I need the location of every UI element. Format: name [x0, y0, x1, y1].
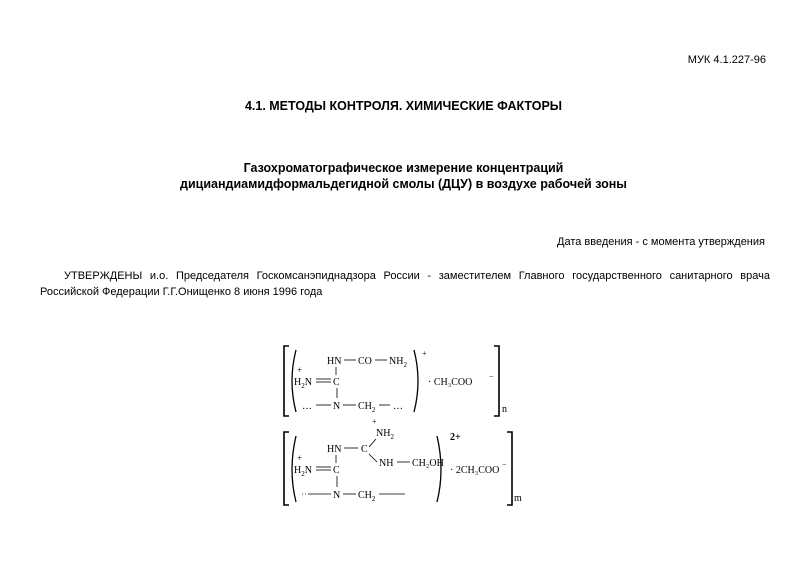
approval-paragraph	[40, 268, 770, 300]
text-ch2	[358, 490, 376, 503]
nh2-plus: +	[372, 417, 377, 426]
text-n: N	[333, 401, 341, 412]
top-index: n	[502, 404, 507, 415]
text-c: C	[333, 465, 340, 476]
inner-paren-right	[437, 436, 441, 502]
nh2-subscript: 2	[390, 433, 394, 441]
formula-top-block	[284, 346, 507, 416]
outer-bracket-right	[507, 432, 512, 505]
ch2-subscript: 2	[371, 406, 376, 414]
text-nh: NH	[379, 458, 394, 469]
text-c-mid: C	[361, 444, 368, 455]
nh-label: NH	[376, 428, 391, 439]
outer-bracket-right	[494, 346, 499, 416]
formula-bottom-block	[284, 417, 522, 505]
bottom-index: m	[514, 493, 522, 504]
top-counterion: · CH₃COO	[428, 377, 473, 388]
plus-sign: +	[297, 453, 303, 463]
section-title: 4.1. МЕТОДЫ КОНТРОЛЯ. ХИМИЧЕСКИЕ ФАКТОРЫ	[244, 99, 563, 113]
top-counterion-charge: −	[489, 372, 494, 381]
text-h2n	[294, 465, 312, 478]
h-label: H	[294, 377, 302, 388]
bond	[369, 439, 376, 447]
document-code: МУК 4.1.227-96	[687, 54, 766, 66]
text-co: CO	[358, 356, 372, 367]
bottom-charge: 2+	[450, 432, 461, 443]
top-charge: +	[422, 349, 427, 358]
h2-subscript: 2	[301, 470, 305, 478]
document-title-line-2: дициандиамидформальдегидной смолы (ДЦУ) в воздухе рабочей зоны	[180, 177, 627, 191]
text-nh2-top	[376, 428, 394, 441]
h-label: H	[294, 465, 302, 476]
n-label: N	[304, 465, 312, 476]
bond	[369, 454, 377, 462]
text-ch2	[358, 401, 376, 414]
outer-bracket-left	[284, 346, 289, 416]
text-c: C	[333, 377, 340, 388]
nh2-subscript: 2	[403, 361, 407, 369]
h2-subscript: 2	[301, 382, 305, 390]
dots-left: …	[302, 401, 312, 412]
introduction-date: Дата введения - с момента утверждения	[557, 236, 765, 248]
document-title-line-1: Газохроматографическое измерение концентраций	[243, 161, 564, 175]
inner-paren-right	[414, 350, 418, 412]
document-title	[0, 160, 807, 192]
n-label: N	[304, 377, 312, 388]
ch-label: CH	[358, 401, 372, 412]
text-hn: HN	[327, 356, 342, 367]
ch2-subscript: 2	[371, 495, 376, 503]
approved-word: УТВЕРЖДЕНЫ	[64, 270, 143, 282]
text-ch2oh: CH₂OH	[412, 458, 444, 469]
text-nh2	[389, 356, 407, 369]
plus-sign: +	[297, 365, 303, 375]
text-n: N	[333, 490, 341, 501]
bottom-counterion: · 2CH₃COO	[450, 465, 500, 476]
bottom-counterion-charge: −	[502, 460, 507, 469]
ch-label: CH	[358, 490, 372, 501]
chemical-structure-formula	[280, 340, 540, 515]
text-h2n	[294, 377, 312, 390]
outer-bracket-left	[284, 432, 289, 505]
approval-text: и.о. Председателя Госкомсанэпиднадзора России - заместителем Главного государственного санитарного врача Российской Федерации Г.Г.Онищенко 8 июня 1996 года	[40, 270, 770, 298]
text-hn: HN	[327, 444, 342, 455]
nh-label: NH	[389, 356, 404, 367]
dots-right: …	[393, 401, 403, 412]
